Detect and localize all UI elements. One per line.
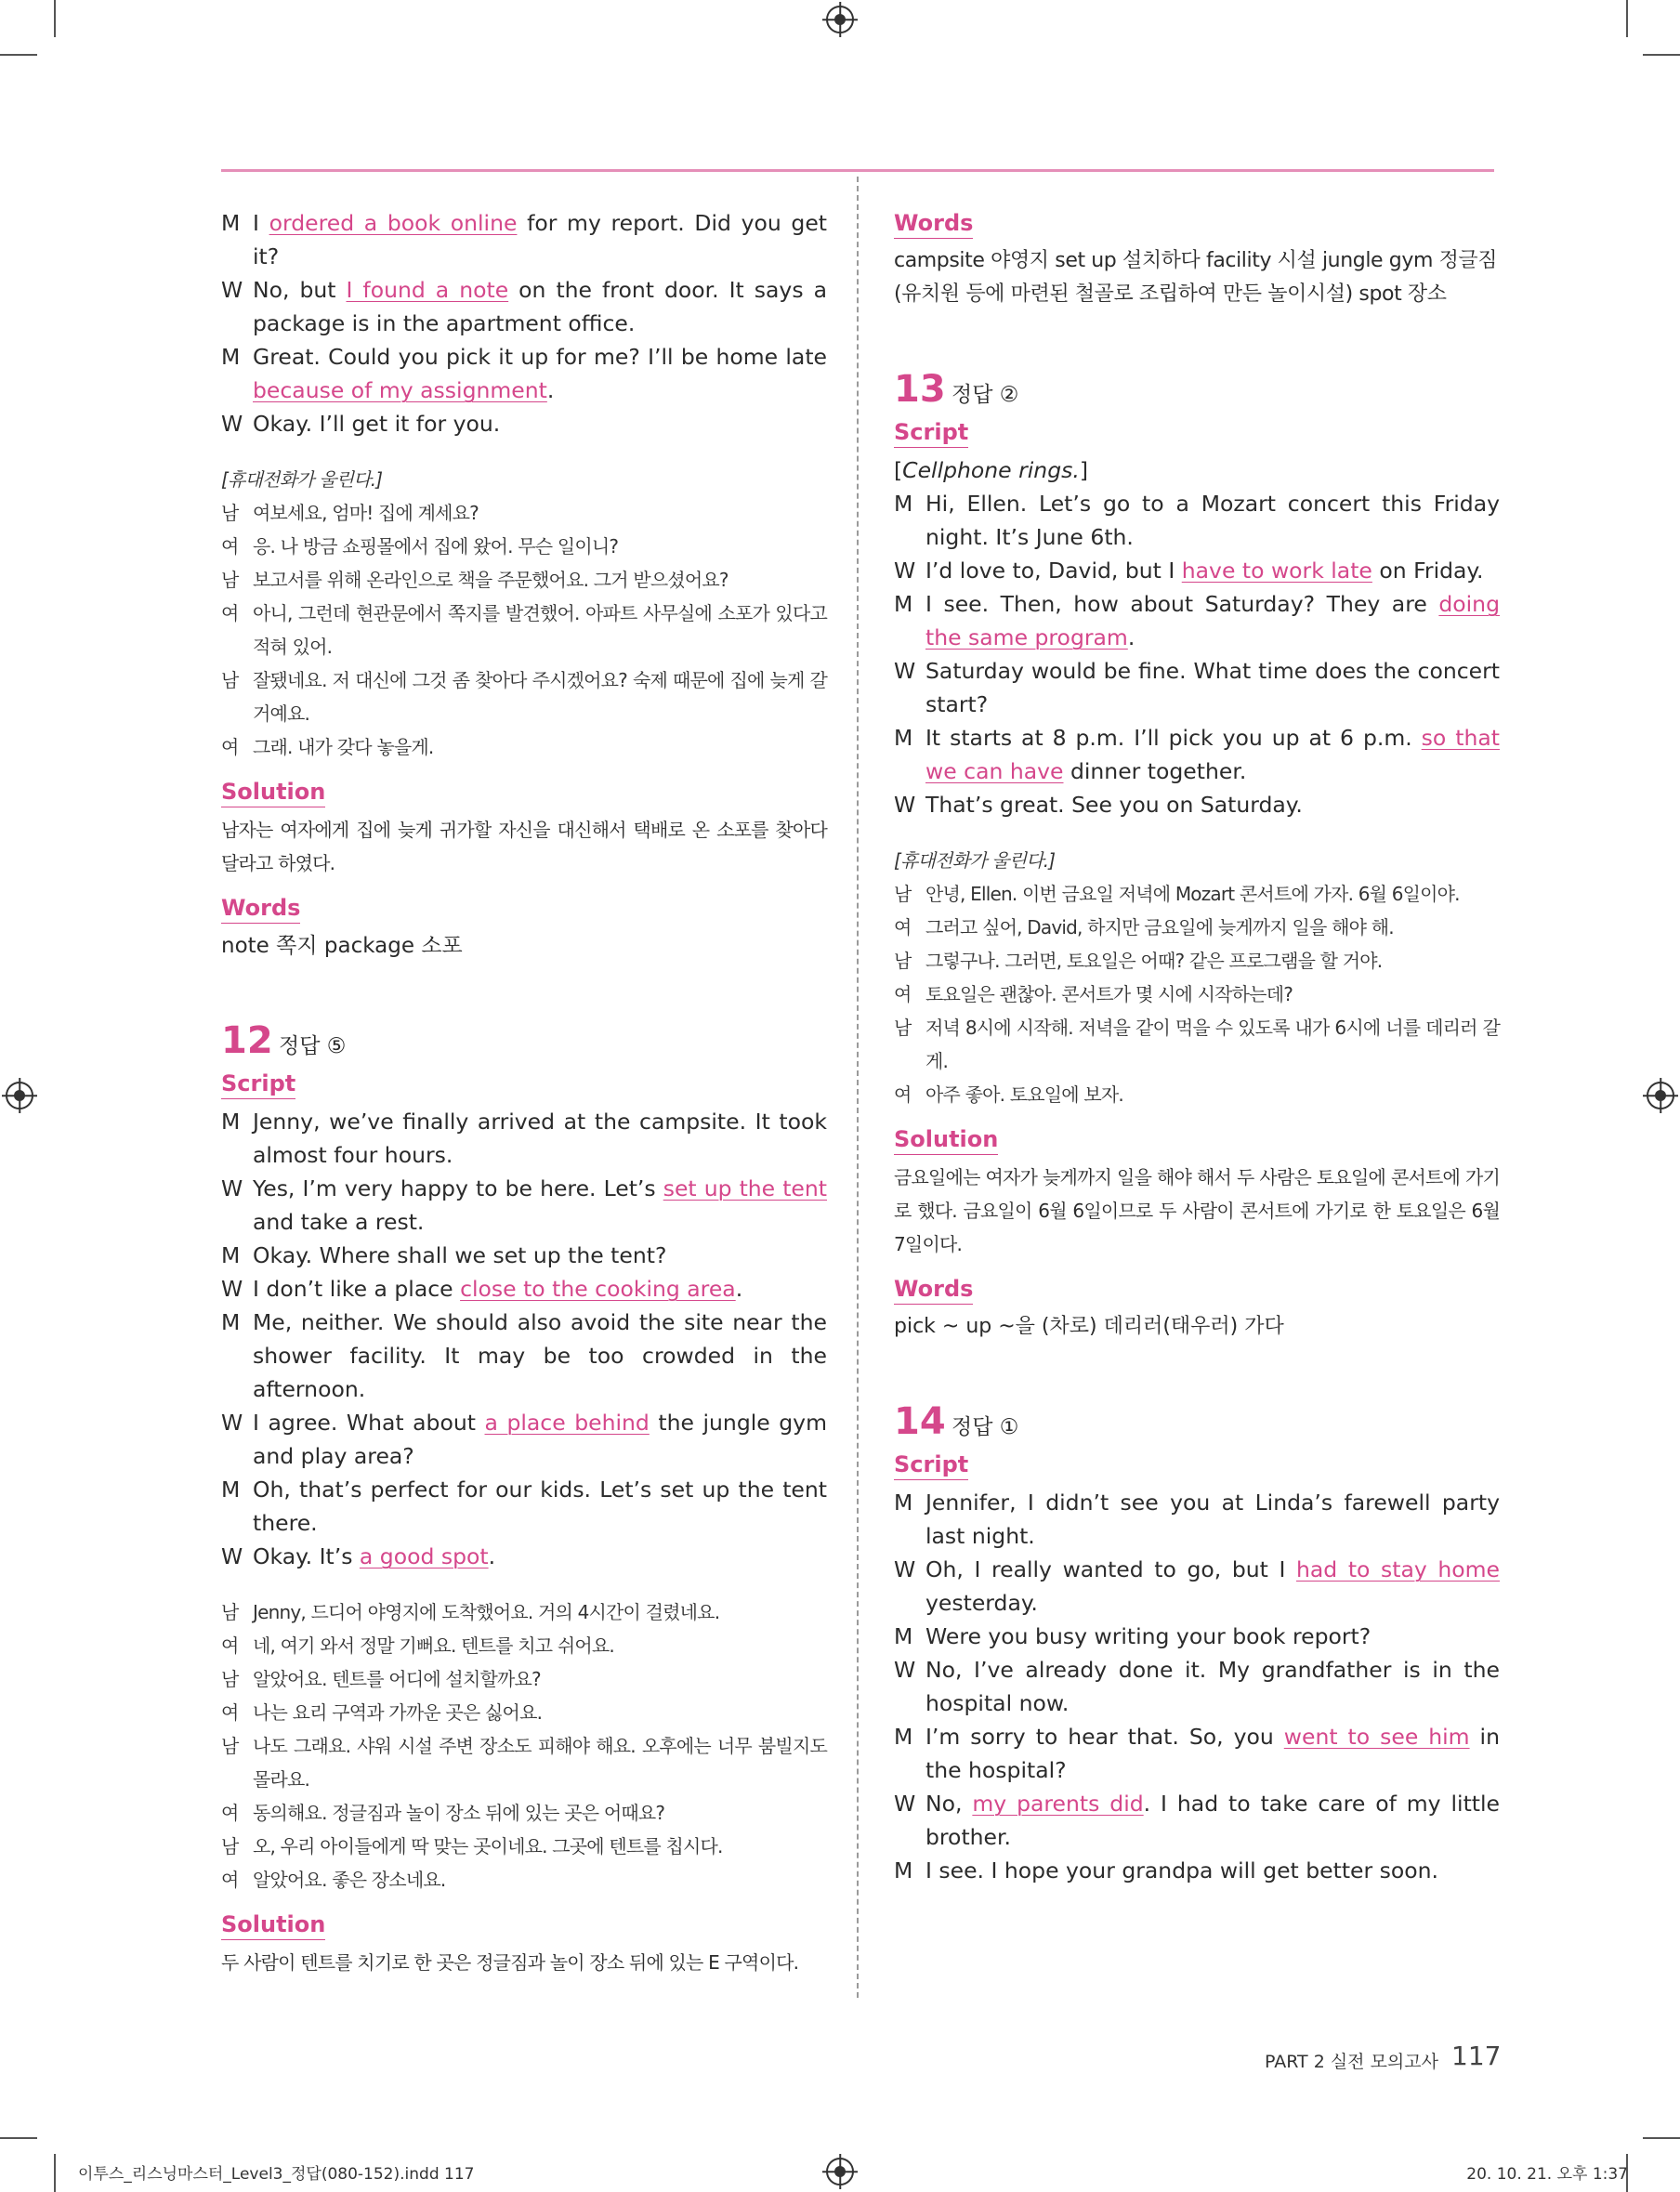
q13-answer: 정답 ② [952,383,1019,407]
q11-solution-label: Solution [221,777,325,807]
dialogue-text: 알았어요. 좋은 장소네요. [253,1869,446,1891]
text-segment: in the hospital? [925,1724,1500,1783]
dialogue-line [221,206,827,273]
q12-words: campsite 야영지 set up 설치하다 facility 시설 jungle gym 정글짐(유치원 등에 마련된 철골로 조립하여 만든 놀이시설) spot 장소 [894,249,1498,306]
q11-words: note 쪽지 package 소포 [221,934,463,958]
dialogue-text [925,788,1500,821]
dialogue-text [253,340,827,407]
column-divider [857,177,859,1998]
speaker-label: W [221,1276,243,1302]
text-segment: I agree. What about [253,1410,485,1436]
dialogue-text [253,407,827,440]
dialogue-text [253,1540,827,1573]
speaker-label: 여 [221,1869,239,1891]
dialogue-line [894,1486,1500,1553]
speaker-label: W [894,558,916,584]
speaker-label: 남 [221,669,239,691]
text-segment: yesterday. [925,1590,1038,1616]
q12-words-label: Words [894,208,973,239]
speaker-label: M [221,1242,241,1268]
crop-mark [54,2154,56,2192]
text-segment: I see. Then, how about Saturday? They are [925,591,1439,617]
dialogue-text: 네, 여기 와서 정말 기뻐요. 텐트를 치고 쉬어요. [253,1634,614,1657]
speaker-label: M [894,491,913,517]
underlined-answer-phrase: because of my assignment [253,377,547,403]
dialogue-text: 보고서를 위해 온라인으로 책을 주문했어요. 그거 받으셨어요? [253,569,728,591]
dialogue-text [925,1854,1500,1887]
dialogue-line [894,1720,1500,1787]
speaker-label: W [221,411,243,437]
text-segment: I see. I hope your grandpa will get better soon. [925,1857,1438,1884]
dialogue-line [894,487,1500,554]
q13-solution-label: Solution [894,1124,998,1155]
dialogue-line [221,1729,827,1796]
text-segment: Hi, Ellen. Let’s go to a Mozart concert this Friday night. It’s June 6th. [925,491,1500,550]
text-segment: Okay. Where shall we set up the tent? [253,1242,667,1268]
page-number: 117 [1451,2041,1502,2071]
text-segment: It starts at 8 p.m. I’ll pick you up at 6 p.m. [925,725,1422,751]
dialogue-text: 잘됐네요. 저 대신에 그것 좀 찾아다 주시겠어요? 숙제 때문에 집에 늦게 갈 거예요. [253,669,827,725]
speaker-label: 남 [221,1668,239,1690]
q14-answer: 정답 ① [952,1415,1019,1439]
text-segment: Oh, I really wanted to go, but I [925,1556,1296,1582]
dialogue-line [221,1595,827,1629]
dialogue-line [221,1796,827,1830]
q12-dialogue [221,1105,827,1573]
q13-solution: 금요일에는 여자가 늦게까지 일을 해야 해서 두 사람은 토요일에 콘서트에 가기로 했다. 금요일이 6월 6일이므로 두 사람이 콘서트에 가기로 한 토요일은 6월 7일이다. [894,1166,1500,1255]
q12-header [221,1017,827,1065]
speaker-label: M [894,1490,913,1516]
right-column [894,206,1500,1887]
text-segment: That’s great. See you on Saturday. [925,792,1303,818]
slug-file-info: 이투스_리스닝마스터_Level3_정답(080-152).indd 117 [78,2165,475,2184]
dialogue-text: Jenny, 드디어 야영지에 도착했어요. 거의 4시간이 걸렸네요. [253,1601,720,1623]
q13-note-text: Cellphone rings. [902,457,1080,483]
text-segment: on Friday. [1372,558,1484,584]
dialogue-text: 그렇구나. 그러면, 토요일은 어때? 같은 프로그램을 할 거야. [925,950,1383,972]
dialogue-line [221,597,827,663]
dialogue-line [221,1239,827,1272]
q14-script-label: Script [894,1450,968,1480]
dialogue-text [253,1473,827,1540]
speaker-label: 남 [894,950,912,972]
dialogue-text [925,1653,1500,1720]
dialogue-line [894,721,1500,788]
dialogue-text [925,554,1500,587]
dialogue-text [925,1787,1500,1854]
text-segment: Yes, I’m very happy to be here. Let’s [253,1175,663,1201]
text-segment: on the front door. It says a package is in the apartment office. [253,277,827,336]
speaker-label: 여 [894,983,912,1005]
text-segment: Saturday would be fine. What time does the concert start? [925,658,1500,717]
q13-header [894,365,1500,413]
speaker-label: 여 [221,535,239,558]
speaker-label: M [221,1109,241,1135]
dialogue-line [221,496,827,530]
dialogue-text: 아니, 그런데 현관문에서 쪽지를 발견했어. 아파트 사무실에 소포가 있다고 적혀 있어. [253,602,827,658]
text-segment: Were you busy writing your book report? [925,1623,1372,1649]
underlined-answer-phrase: set up the tent [663,1175,827,1201]
registration-mark-icon [6,1082,33,1109]
dialogue-line [894,1787,1500,1854]
dialogue-text [253,1306,827,1406]
speaker-label: W [894,792,916,818]
dialogue-text: 안녕, Ellen. 이번 금요일 저녁에 Mozart 콘서트에 가자. 6월 6일이야. [925,883,1460,905]
speaker-label: 남 [221,1601,239,1623]
q12-korean-dialogue [221,1595,827,1897]
speaker-label: 여 [221,1701,239,1724]
slug-date: 20. 10. 21. 오후 1:37 [1466,2165,1628,2184]
dialogue-line [894,1078,1500,1111]
underlined-answer-phrase: close to the cooking area [460,1276,736,1302]
crop-mark [0,54,37,56]
text-segment: Jenny, we’ve finally arrived at the campsite. It took almost four hours. [253,1109,827,1168]
dialogue-text [253,1272,827,1306]
underlined-answer-phrase: have to work late [1181,558,1372,584]
dialogue-line [894,1553,1500,1620]
header-rule [221,169,1494,172]
speaker-label: 남 [221,1835,239,1857]
q14-header [894,1398,1500,1446]
underlined-answer-phrase: had to stay home [1296,1556,1500,1582]
registration-mark-icon [826,6,854,33]
underlined-answer-phrase: ordered a book online [269,210,518,236]
dialogue-text: 그래. 내가 갖다 놓을게. [253,736,434,758]
dialogue-text: 그러고 싶어, David, 하지만 금요일에 늦게까지 일을 해야 해. [925,916,1394,938]
dialogue-line [894,1620,1500,1653]
text-segment: No, [925,1791,973,1817]
crop-mark [1643,54,1680,56]
dialogue-line [221,1830,827,1863]
dialogue-text [253,1239,827,1272]
dialogue-line [894,654,1500,721]
dialogue-line [221,730,827,764]
text-segment: I [253,210,269,236]
dialogue-text: 저녁 8시에 시작해. 저녁을 같이 먹을 수 있도록 내가 6시에 너를 데리러 갈게. [925,1017,1500,1072]
text-segment: No, but [253,277,347,303]
q11-korean-dialogue [221,496,827,764]
speaker-label: W [894,1791,916,1817]
dialogue-line [894,978,1500,1011]
speaker-label: M [894,1623,913,1649]
dialogue-text [925,721,1500,788]
dialogue-line [221,1629,827,1662]
speaker-label: W [221,1175,243,1201]
crop-mark [54,0,56,37]
dialogue-line [221,1863,827,1897]
underlined-answer-phrase: doing the same program [925,591,1500,650]
text-segment: . [546,377,555,403]
dialogue-text [925,654,1500,721]
footer-part-label: PART 2 실전 모의고사 [1265,2052,1438,2072]
dialogue-line [221,1272,827,1306]
dialogue-text: 토요일은 괜찮아. 콘서트가 몇 시에 시작하는데? [925,983,1293,1005]
dialogue-text: 동의해요. 정글짐과 놀이 장소 뒤에 있는 곳은 어때요? [253,1802,665,1824]
underlined-answer-phrase: went to see him [1283,1724,1470,1750]
text-segment: dinner together. [1063,758,1247,784]
speaker-label: 여 [221,736,239,758]
q11-solution: 남자는 여자에게 집에 늦게 귀가할 자신을 대신해서 택배로 온 소포를 찾아다 달라고 하였다. [221,819,827,874]
dialogue-line [221,273,827,340]
text-segment: for my report. Did you get it? [253,210,828,269]
q11-korean-note: [휴대전화가 울린다.] [221,468,383,491]
dialogue-text [925,1620,1500,1653]
dialogue-line [221,1406,827,1473]
text-segment: Oh, that’s perfect for our kids. Let’s set up the tent there. [253,1477,827,1536]
q11-dialogue [221,206,827,440]
speaker-label: 남 [221,569,239,591]
q13-number: 13 [894,368,946,411]
left-column [221,206,827,1979]
speaker-label: 남 [221,502,239,524]
speaker-label: M [221,344,241,370]
text-segment: . [1127,624,1135,650]
dialogue-line [221,1473,827,1540]
speaker-label: W [894,1657,916,1683]
dialogue-line [221,407,827,440]
speaker-label: 남 [894,883,912,905]
speaker-label: 남 [221,1735,239,1757]
underlined-answer-phrase: I found a note [346,277,509,303]
speaker-label: W [221,1543,243,1569]
text-segment: . I had to take care of my little brother. [925,1791,1500,1850]
dialogue-line [221,1105,827,1172]
dialogue-line [221,530,827,563]
dialogue-text [925,1720,1500,1787]
text-segment: I don’t like a place [253,1276,461,1302]
speaker-label: 여 [221,602,239,624]
q13-dialogue [894,487,1500,821]
dialogue-text [925,587,1500,654]
speaker-label: 남 [894,1017,912,1039]
dialogue-line [894,1653,1500,1720]
text-segment: I’d love to, David, but I [925,558,1182,584]
underlined-answer-phrase: my parents did [972,1791,1144,1817]
dialogue-text [253,1172,827,1239]
dialogue-line [894,788,1500,821]
dialogue-text: 나는 요리 구역과 가까운 곳은 싫어요. [253,1701,543,1724]
speaker-label: 여 [894,916,912,938]
speaker-label: W [894,658,916,684]
text-segment: I’m sorry to hear that. So, you [925,1724,1284,1750]
speaker-label: M [894,1857,913,1884]
q13-korean-dialogue [894,877,1500,1111]
speaker-label: W [221,1410,243,1436]
text-segment: Okay. I’ll get it for you. [253,411,501,437]
q12-script-label: Script [221,1069,295,1099]
dialogue-text: 알았어요. 텐트를 어디에 설치할까요? [253,1668,541,1690]
dialogue-line [894,944,1500,978]
crop-mark [0,2137,37,2139]
text-segment: Okay. It’s [253,1543,360,1569]
speaker-label: M [894,725,913,751]
dialogue-line [221,1540,827,1573]
text-segment: No, I’ve already done it. My grandfather is in the hospital now. [925,1657,1500,1716]
q12-answer: 정답 ⑤ [279,1034,347,1058]
dialogue-text [925,1553,1500,1620]
q13-korean-note: [휴대전화가 울린다.] [894,849,1056,872]
dialogue-line [894,877,1500,911]
crop-mark [1643,2137,1680,2139]
dialogue-text [253,1105,827,1172]
text-segment: . [488,1543,496,1569]
dialogue-text [925,1486,1500,1553]
dialogue-text [253,273,827,340]
registration-mark-icon [1647,1082,1674,1109]
dialogue-text: 응. 나 방금 쇼핑몰에서 집에 왔어. 무슨 일이니? [253,535,619,558]
q12-solution: 두 사람이 텐트를 치기로 한 곳은 정글짐과 놀이 장소 뒤에 있는 E 구역이다. [221,1951,799,1974]
dialogue-line [894,1854,1500,1887]
speaker-label: 여 [894,1083,912,1106]
q12-number: 12 [221,1019,273,1062]
dialogue-text: 나도 그래요. 샤워 시설 주변 장소도 피해야 해요. 오후에는 너무 붐빌지도 몰라요. [253,1735,827,1791]
speaker-label: W [894,1556,916,1582]
dialogue-line [894,587,1500,654]
dialogue-text: 오, 우리 아이들에게 딱 맞는 곳이네요. 그곳에 텐트를 칩시다. [253,1835,723,1857]
dialogue-line [221,663,827,730]
dialogue-line [894,1011,1500,1078]
dialogue-line [894,911,1500,944]
underlined-answer-phrase: so that we can have [925,725,1500,784]
q13-words: pick ~ up ~을 (차로) 데리러(태우러) 가다 [894,1315,1284,1338]
dialogue-text [925,487,1500,554]
speaker-label: M [221,1477,241,1503]
speaker-label: M [221,210,241,236]
dialogue-text: 여보세요, 엄마! 집에 계세요? [253,502,479,524]
speaker-label: M [894,591,913,617]
q13-words-label: Words [894,1274,973,1305]
underlined-answer-phrase: a place behind [484,1410,650,1436]
speaker-label: 여 [221,1802,239,1824]
text-segment: the jungle gym and play area? [253,1410,827,1469]
speaker-label: W [221,277,243,303]
text-segment: Great. Could you pick it up for me? I’ll be home late [253,344,827,370]
q12-solution-label: Solution [221,1910,325,1940]
crop-mark [1626,0,1628,37]
dialogue-line [221,340,827,407]
dialogue-text [253,206,827,273]
dialogue-line [221,1662,827,1696]
underlined-answer-phrase: a good spot [359,1543,489,1569]
dialogue-line [894,554,1500,587]
dialogue-line [221,1172,827,1239]
text-segment: . [735,1276,743,1302]
dialogue-text: 아주 좋아. 토요일에 보자. [925,1083,1123,1106]
registration-mark-icon [826,2158,854,2185]
speaker-label: M [894,1724,913,1750]
text-segment: Jennifer, I didn’t see you at Linda’s farewell party last night. [925,1490,1500,1549]
dialogue-line [221,1306,827,1406]
q14-dialogue [894,1486,1500,1887]
speaker-label: M [221,1309,241,1335]
q11-words-label: Words [221,893,300,924]
speaker-label: 여 [221,1634,239,1657]
q14-number: 14 [894,1400,946,1443]
dialogue-text [253,1406,827,1473]
q13-stage-note: [Cellphone rings.] [894,457,1088,483]
text-segment: Me, neither. We should also avoid the site near the shower facility. It may be too crowded in the afternoon. [253,1309,827,1402]
q13-script-label: Script [894,417,968,448]
text-segment: and take a rest. [253,1209,425,1235]
dialogue-line [221,563,827,597]
dialogue-line [221,1696,827,1729]
